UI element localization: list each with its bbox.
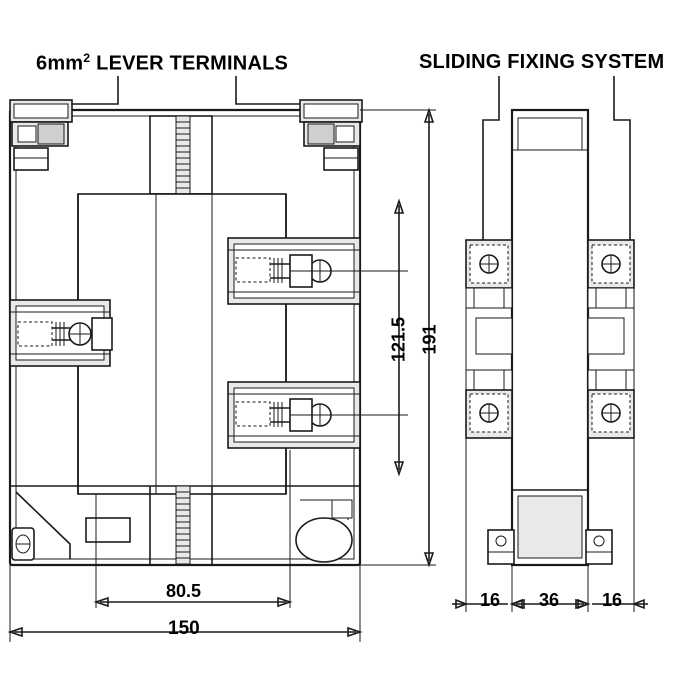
side-fixing-bottom-right bbox=[588, 370, 634, 438]
side-middle-left bbox=[466, 308, 512, 370]
dimension-150: 150 bbox=[168, 618, 200, 639]
title-lever-terminals bbox=[36, 51, 288, 76]
side-fixing-bottom-left bbox=[466, 370, 512, 438]
dimension-side-16-left: 16 bbox=[480, 590, 501, 610]
dimension-side-36: 36 bbox=[539, 590, 560, 610]
side-view bbox=[466, 110, 634, 565]
front-view bbox=[10, 100, 362, 565]
title-left-suffix: LEVER TERMINALS bbox=[90, 52, 289, 75]
title-left-superscript: 2 bbox=[83, 51, 91, 65]
side-fixing-top-right bbox=[588, 240, 634, 308]
dimension-side-16-right: 16 bbox=[602, 590, 623, 610]
sliding-fixing-left bbox=[10, 300, 112, 366]
top-window-detail bbox=[150, 116, 212, 194]
side-middle-right bbox=[588, 308, 634, 370]
dimension-191: 191 bbox=[419, 324, 440, 355]
title-left-prefix: 6mm bbox=[36, 52, 84, 75]
dimension-121-5: 121.5 bbox=[388, 316, 409, 363]
dimension-80-5: 80.5 bbox=[166, 581, 202, 601]
side-fixing-top-left bbox=[466, 240, 512, 308]
title-sliding-fixing-system: SLIDING FIXING SYSTEM bbox=[419, 51, 665, 73]
